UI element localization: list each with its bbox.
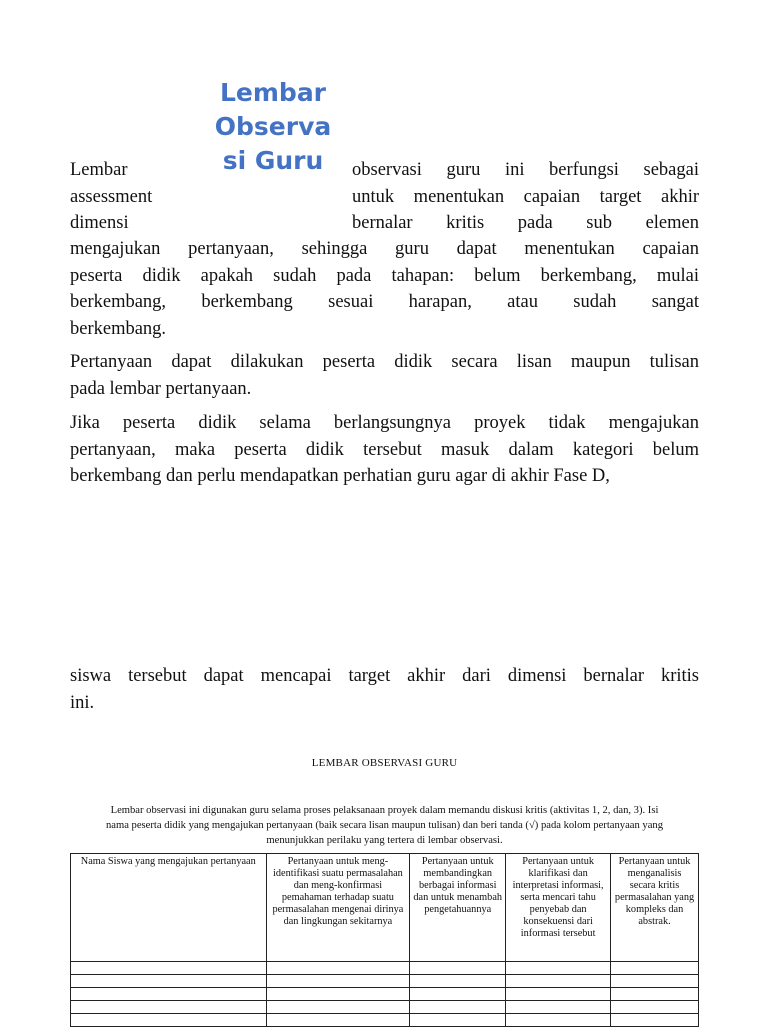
table-cell[interactable] <box>410 975 506 988</box>
text-line: Jika peserta didik selama berlangsungnya proyek tidak mengajukan <box>70 413 699 433</box>
column-header-identify-question: Pertanyaan untuk meng-identifikasi suatu permasalahan dan meng-konfirmasi pemahaman terhadap suatu permasalahan mengenai dirinya dan lingkungan sekitarnya <box>266 854 410 962</box>
table-row <box>71 1014 699 1027</box>
text-line: pada lembar pertanyaan. <box>70 378 252 399</box>
title-line: si Guru <box>222 146 324 175</box>
table-cell[interactable] <box>611 975 699 988</box>
observation-table <box>70 853 699 1027</box>
text-line: ini. <box>70 692 95 713</box>
text-line: berkembang dan perlu mendapatkan perhatian guru agar di akhir Fase D, <box>70 466 610 486</box>
table-cell[interactable] <box>506 1001 611 1014</box>
table-cell[interactable] <box>410 988 506 1001</box>
table-row <box>71 962 699 975</box>
paragraph-2 <box>70 349 699 402</box>
table-cell[interactable] <box>506 962 611 975</box>
table-cell[interactable] <box>410 962 506 975</box>
paragraph-4 <box>70 663 699 716</box>
intro-paragraph-left <box>70 157 210 237</box>
text-line: Lembar observasi ini digunakan guru selama proses pelaksanaan proyek dalam memandu diskusi kritis (aktivitas 1, 2, dan, 3). Isi <box>110 805 659 816</box>
table-cell[interactable] <box>506 1014 611 1027</box>
title-line: Observa <box>214 112 332 141</box>
text-line: Pertanyaan dapat dilakukan peserta didik secara lisan maupun tulisan <box>70 352 699 372</box>
table-cell[interactable] <box>506 975 611 988</box>
text-line: observasi guru ini berfungsi sebagai <box>352 160 699 180</box>
table-cell[interactable] <box>71 1014 267 1027</box>
text-line: menunjukkan perilaku yang tertera di lembar observasi. <box>266 835 503 846</box>
text-line: siswa tersebut dapat mencapai target akhir dari dimensi bernalar kritis <box>70 666 699 686</box>
text-line: dimensi <box>70 213 129 233</box>
text-line: untuk menentukan capaian target akhir <box>352 186 699 207</box>
text-line: peserta didik apakah sudah pada tahapan: belum berkembang, mulai <box>70 265 699 286</box>
column-header-analyze-question: Pertanyaan untuk menganalisis secara kritis permasalahan yang kompleks dan abstrak. <box>611 854 699 962</box>
observation-instructions <box>72 803 697 848</box>
table-cell[interactable] <box>266 988 410 1001</box>
title-line: Lembar <box>219 78 327 107</box>
text-line: mengajukan pertanyaan, sehingga guru dapat menentukan capaian <box>70 239 699 259</box>
intro-paragraph-rest <box>70 236 699 342</box>
text-line: bernalar kritis pada sub elemen <box>352 213 699 233</box>
document-title <box>196 76 350 178</box>
table-cell[interactable] <box>611 962 699 975</box>
text-line: pertanyaan, maka peserta didik tersebut masuk dalam kategori belum <box>70 439 699 460</box>
table-cell[interactable] <box>266 962 410 975</box>
table-header-row <box>71 854 699 962</box>
table-cell[interactable] <box>611 1001 699 1014</box>
text-line: berkembang, berkembang sesuai harapan, atau sudah sangat <box>70 292 699 312</box>
text-line: Lembar <box>70 160 128 180</box>
column-header-student-name: Nama Siswa yang mengajukan pertanyaan <box>71 854 267 962</box>
text-line: assessment <box>70 186 153 207</box>
table-cell[interactable] <box>611 1014 699 1027</box>
table-cell[interactable] <box>266 975 410 988</box>
intro-paragraph-right <box>352 157 699 237</box>
table-row <box>71 988 699 1001</box>
paragraph-3 <box>70 410 699 490</box>
table-cell[interactable] <box>611 988 699 1001</box>
table-cell[interactable] <box>410 1001 506 1014</box>
table-row <box>71 1001 699 1014</box>
table-cell[interactable] <box>506 988 611 1001</box>
table-cell[interactable] <box>71 975 267 988</box>
table-cell[interactable] <box>71 1001 267 1014</box>
text-line: berkembang. <box>70 318 167 339</box>
table-cell[interactable] <box>71 962 267 975</box>
column-header-clarify-question: Pertanyaan untuk klarifikasi dan interpretasi informasi, serta mencari tahu penyebab dan konsekuensi dari informasi tersebut <box>506 854 611 962</box>
table-cell[interactable] <box>266 1014 410 1027</box>
table-row <box>71 975 699 988</box>
table-cell[interactable] <box>71 988 267 1001</box>
table-cell[interactable] <box>410 1014 506 1027</box>
table-cell[interactable] <box>266 1001 410 1014</box>
column-header-compare-question: Pertanyaan untuk membandingkan berbagai informasi dan untuk menambah pengetahuannya <box>410 854 506 962</box>
observation-sheet-title: LEMBAR OBSERVASI GURU <box>311 757 458 769</box>
text-line: nama peserta didik yang mengajukan pertanyaan (baik secara lisan maupun tulisan) dan beri tanda (√) pada kolom pertanyaan yang <box>105 820 664 831</box>
